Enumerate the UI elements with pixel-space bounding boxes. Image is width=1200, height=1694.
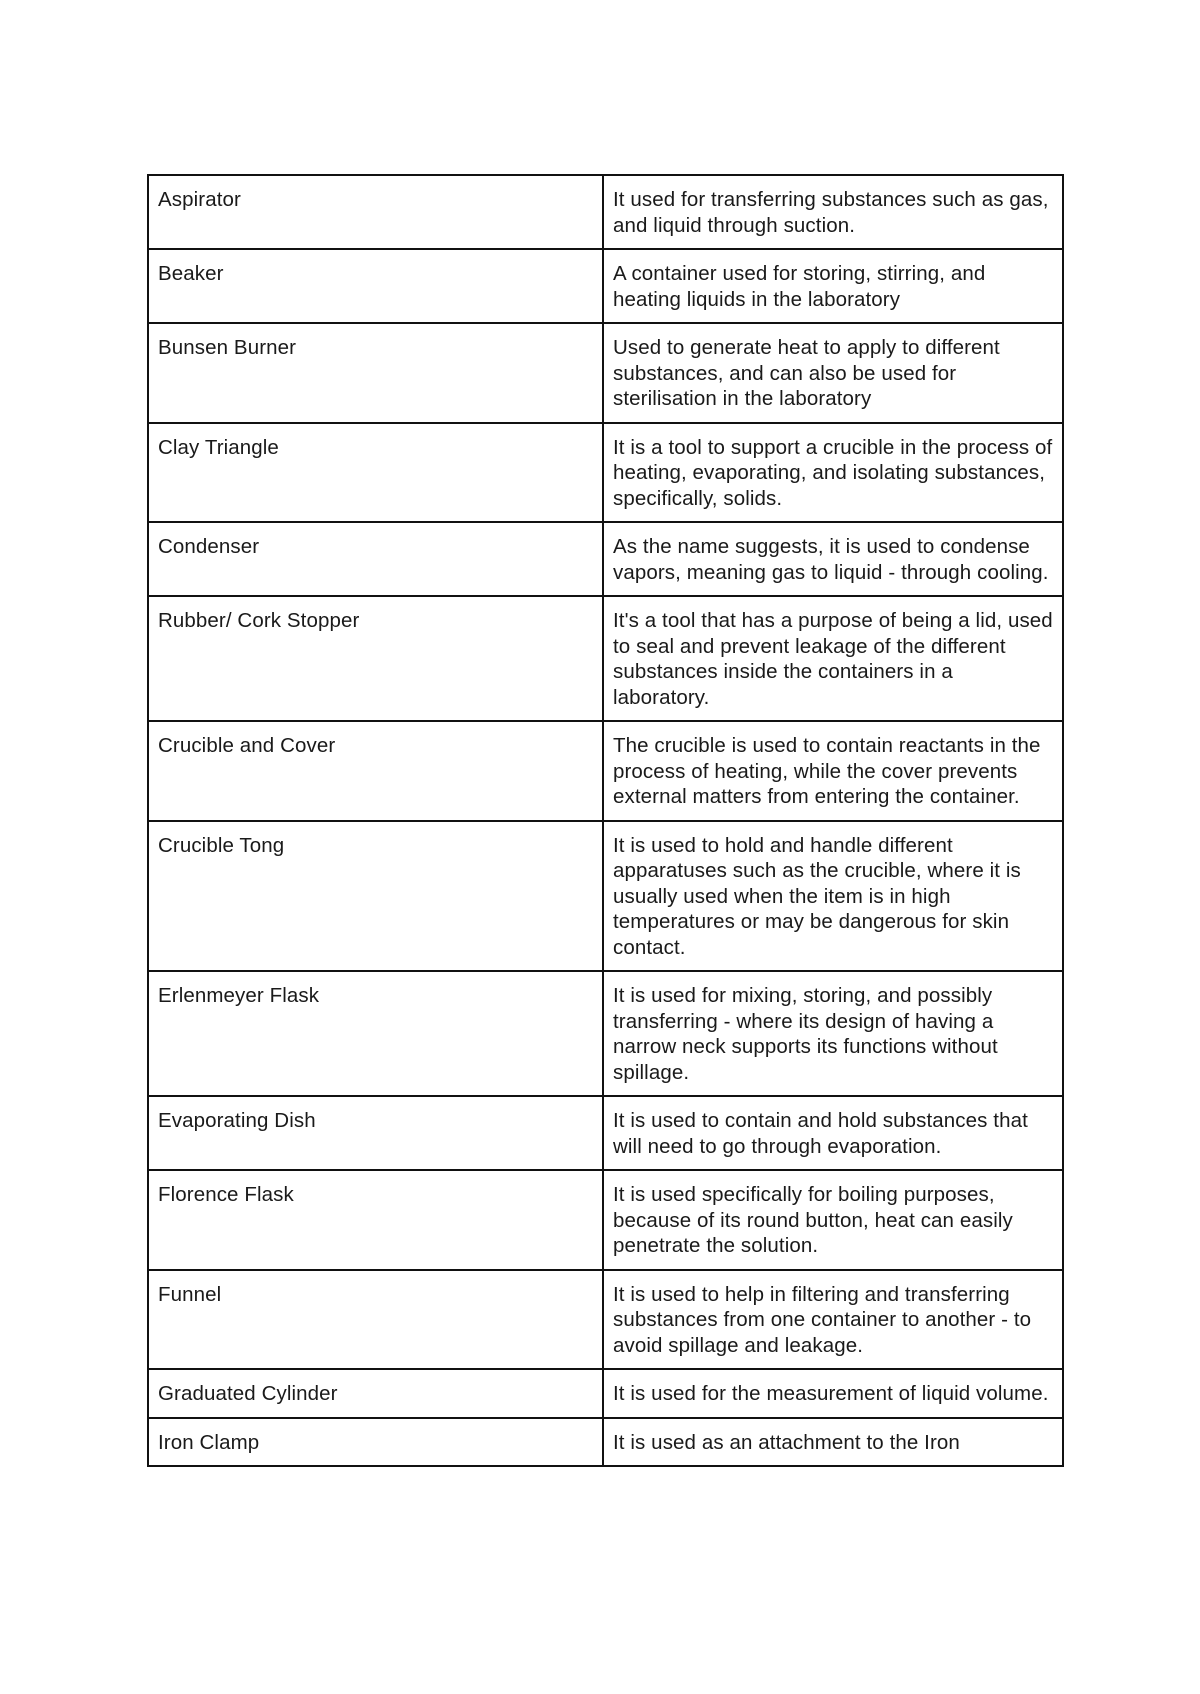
apparatus-name: Aspirator xyxy=(148,175,603,249)
apparatus-name: Crucible and Cover xyxy=(148,721,603,821)
apparatus-name: Iron Clamp xyxy=(148,1418,603,1467)
table-row xyxy=(148,821,1063,972)
apparatus-description: It is used to contain and hold substances that will need to go through evaporation. xyxy=(603,1096,1063,1170)
table-row xyxy=(148,1270,1063,1370)
apparatus-name: Rubber/ Cork Stopper xyxy=(148,596,603,721)
table-row xyxy=(148,596,1063,721)
apparatus-name: Crucible Tong xyxy=(148,821,603,972)
table-row xyxy=(148,175,1063,249)
table-row xyxy=(148,423,1063,523)
apparatus-name: Beaker xyxy=(148,249,603,323)
apparatus-description: As the name suggests, it is used to condense vapors, meaning gas to liquid - through cooling. xyxy=(603,522,1063,596)
apparatus-description: It's a tool that has a purpose of being a lid, used to seal and prevent leakage of the different substances inside the containers in a laboratory. xyxy=(603,596,1063,721)
apparatus-name: Erlenmeyer Flask xyxy=(148,971,603,1096)
table-row xyxy=(148,1418,1063,1467)
apparatus-description: It is used specifically for boiling purposes, because of its round button, heat can easily penetrate the solution. xyxy=(603,1170,1063,1270)
table-row xyxy=(148,1369,1063,1418)
apparatus-table xyxy=(147,174,1064,1467)
apparatus-description: It is used to help in filtering and transferring substances from one container to another - to avoid spillage and leakage. xyxy=(603,1270,1063,1370)
table-row xyxy=(148,522,1063,596)
table-row xyxy=(148,1096,1063,1170)
apparatus-description: It used for transferring substances such as gas, and liquid through suction. xyxy=(603,175,1063,249)
table-row xyxy=(148,971,1063,1096)
table-row xyxy=(148,721,1063,821)
apparatus-name: Funnel xyxy=(148,1270,603,1370)
apparatus-description: It is used for the measurement of liquid volume. xyxy=(603,1369,1063,1418)
apparatus-name: Florence Flask xyxy=(148,1170,603,1270)
apparatus-description: It is a tool to support a crucible in the process of heating, evaporating, and isolating substances, specifically, solids. xyxy=(603,423,1063,523)
table-row xyxy=(148,249,1063,323)
apparatus-description: It is used as an attachment to the Iron xyxy=(603,1418,1063,1467)
apparatus-name: Evaporating Dish xyxy=(148,1096,603,1170)
apparatus-description: It is used to hold and handle different apparatuses such as the crucible, where it is usually used when the item is in high temperatures or may be dangerous for skin contact. xyxy=(603,821,1063,972)
apparatus-description: The crucible is used to contain reactants in the process of heating, while the cover prevents external matters from entering the container. xyxy=(603,721,1063,821)
table-row xyxy=(148,1170,1063,1270)
apparatus-description: A container used for storing, stirring, and heating liquids in the laboratory xyxy=(603,249,1063,323)
apparatus-name: Clay Triangle xyxy=(148,423,603,523)
apparatus-name: Condenser xyxy=(148,522,603,596)
apparatus-description: Used to generate heat to apply to different substances, and can also be used for sterilisation in the laboratory xyxy=(603,323,1063,423)
apparatus-description: It is used for mixing, storing, and possibly transferring - where its design of having a narrow neck supports its functions without spillage. xyxy=(603,971,1063,1096)
table-row xyxy=(148,323,1063,423)
apparatus-name: Graduated Cylinder xyxy=(148,1369,603,1418)
apparatus-name: Bunsen Burner xyxy=(148,323,603,423)
